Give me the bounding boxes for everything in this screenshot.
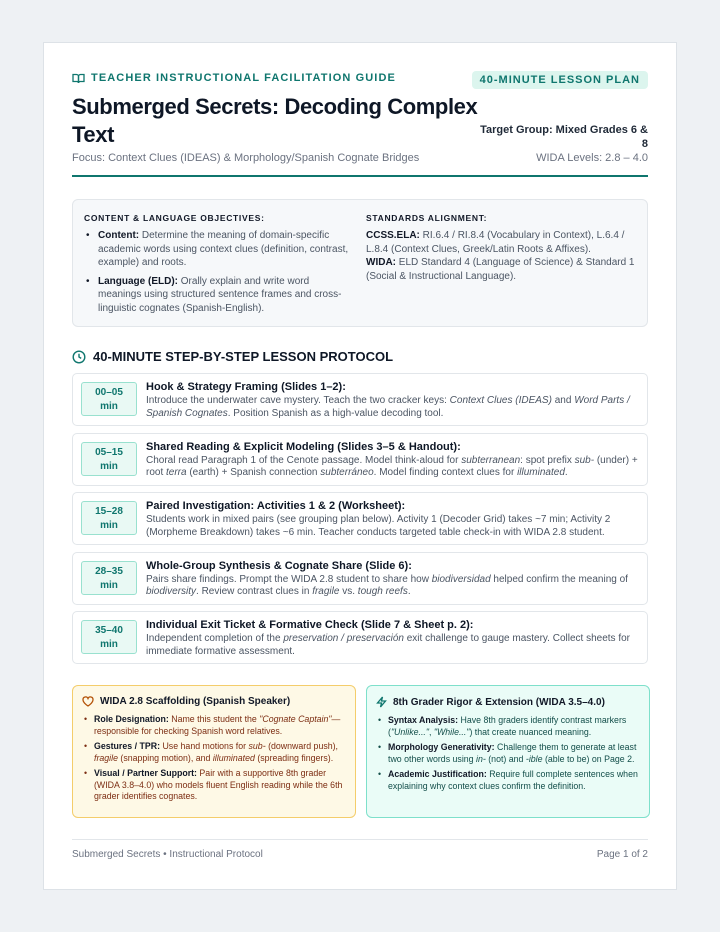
scaffold-item: • Visual / Partner Support: Pair with a supportive 8th grader (WIDA 3.8–4.0) who models fluent English reading while the 6th grader identifies cognates. [82,768,346,803]
objectives-panel [72,199,648,327]
rigor-item: • Syntax Analysis: Have 8th graders identify contrast markers ("Unlike...", "While...") that create nuanced meaning. [376,715,640,738]
rigor-item: • Academic Justification: Require full complete sentences when explaining why context clues confirm the definition. [376,769,640,792]
book-open-icon [72,73,85,84]
standards-heading: STANDARDS ALIGNMENT: [366,213,488,223]
guide-page [43,42,677,890]
kicker-text: TEACHER INSTRUCTIONAL FACILITATION GUIDE [91,72,396,84]
step-time-badge: 00–05 min [81,382,137,416]
wida-levels: WIDA Levels: 2.8 – 4.0 [536,152,648,164]
page-number: Page 1 of 2 [596,849,648,860]
objective-item: • Language (ELD): Orally explain and write word meanings using structured sentence frames and cross-linguistic cognates (Spanish-English). [84,275,349,316]
lesson-length-badge: 40-MINUTE LESSON PLAN [472,71,648,89]
step-description: Students work in mixed pairs (see grouping plan below). Activity 1 (Decoder Grid) takes ~7 min; Activity 2 (Morpheme Breakdown) takes ~6 min. Teacher conducts targeted table check-in with WIDA 2.8 student. [146,514,611,538]
heart-icon [82,696,94,707]
step-description: Introduce the underwater cave mystery. Teach the two cracker keys: Context Clues (IDEAS) and Word Parts / Spanish Cognates. Position Spanish as a high-value decoding tool. [146,395,630,419]
scaffolding-heading: WIDA 2.8 Scaffolding (Spanish Speaker) [82,696,346,707]
ccss-standard: CCSS.ELA: RI.6.4 / RI.8.4 (Vocabulary in Context), L.6.4 / L.8.4 (Context Clues, Greek/Latin Roots & Affixes). [366,230,625,255]
standards-column [366,213,636,283]
protocol-steps [72,373,648,671]
step-title: Hook & Strategy Framing (Slides 1–2): [146,381,346,393]
wida-standard: WIDA: ELD Standard 4 (Language of Science) & Standard 1 (Social & Instructional Language). [366,257,635,282]
footer-title: Submerged Secrets • Instructional Protocol [72,849,263,860]
protocol-heading: 40-MINUTE STEP-BY-STEP LESSON PROTOCOL [72,349,393,364]
step-title: Shared Reading & Explicit Modeling (Slides 3–5 & Handout): [146,440,461,453]
scaffold-item: • Role Designation: Name this student the "Cognate Captain"—responsible for checking Spanish word relatives. [82,714,346,737]
step-description: Independent completion of the preservation / preservación exit challenge to gauge mastery. Collect sheets for immediate formative assessment. [146,633,630,657]
scaffolding-card [72,685,356,818]
step-title: Whole-Group Synthesis & Cognate Share (Slide 6): [146,559,412,572]
rigor-card [366,685,650,818]
rigor-item: • Morphology Generativity: Challenge them to generate at least two other words using in- (not) and -ible (able to be) on Page 2. [376,742,640,765]
protocol-step [72,433,648,486]
step-title: Paired Investigation: Activities 1 & 2 (Worksheet): [146,500,406,512]
target-group: Target Group: Mixed Grades 6 & 8 [480,124,648,150]
objective-item: • Content: Determine the meaning of domain-specific academic words using context clues (definition, contrast, example) and roots. [84,229,349,270]
step-description: Pairs share findings. Prompt the WIDA 2.8 student to share how biodiversidad helped confirm the meaning of biodiversity. Review contrast clues in fragile vs. tough reefs. [146,573,628,597]
step-description: Choral read Paragraph 1 of the Cenote passage. Model think-aloud for subterranean: spot prefix sub- (under) + root terra (earth) + Spanish connection subterráneo. Model finding context clues for illuminated. [146,454,638,478]
protocol-step [72,492,648,545]
page-title: Submerged Secrets: Decoding Complex Text [72,94,478,147]
objectives-column [84,213,349,320]
step-title: Individual Exit Ticket & Formative Check (Slide 7 & Sheet p. 2): [146,619,474,631]
step-time-badge: 35–40 min [81,620,137,654]
step-time-badge: 28–35 min [81,561,137,595]
lightning-icon [376,696,387,708]
objectives-heading: CONTENT & LANGUAGE OBJECTIVES: [84,213,265,223]
clock-icon [72,350,86,364]
rigor-heading: 8th Grader Rigor & Extension (WIDA 3.5–4.0) [376,696,640,708]
protocol-step [72,373,648,426]
step-time-badge: 05–15 min [81,442,137,476]
scaffold-item: • Gestures / TPR: Use hand motions for sub- (downward push), fragile (snapping motion), and illuminated (spreading fingers). [82,741,346,764]
step-time-badge: 15–28 min [81,501,137,535]
protocol-step [72,611,648,664]
protocol-step [72,552,648,605]
guide-kicker [72,72,396,84]
lesson-focus: Focus: Context Clues (IDEAS) & Morphology/Spanish Cognate Bridges [72,152,420,164]
footer-divider [72,839,648,840]
header-divider [72,175,648,177]
